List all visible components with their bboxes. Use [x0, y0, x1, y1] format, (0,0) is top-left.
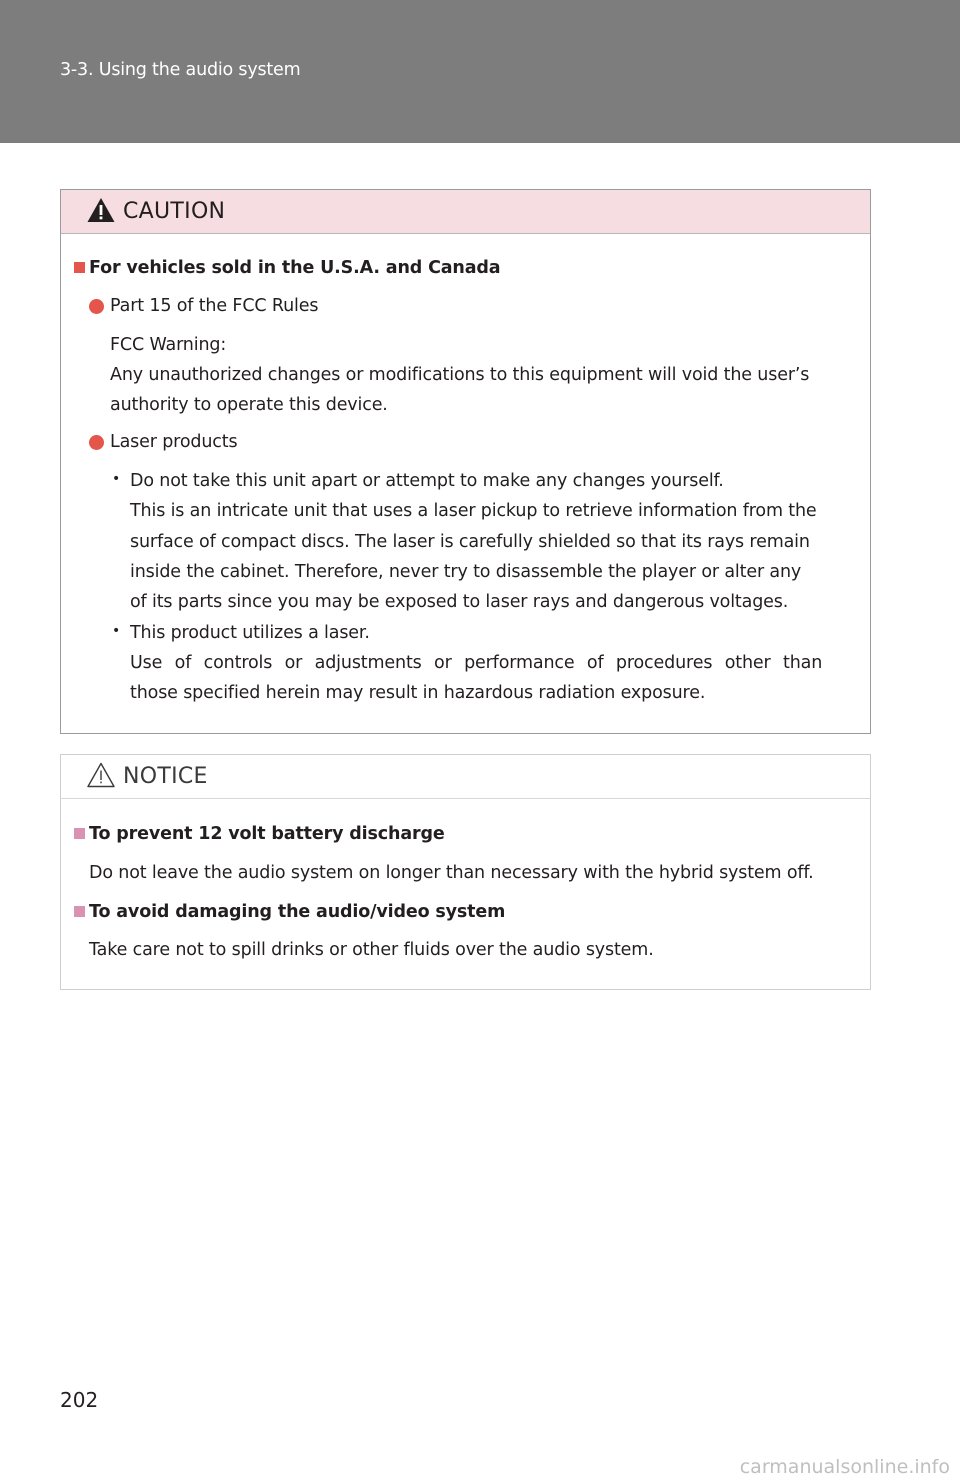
- laser-bullet1-line3: surface of compact discs. The laser is carefully shielded so that its rays remain: [130, 532, 810, 552]
- caution-heading: For vehicles sold in the U.S.A. and Canada: [89, 258, 501, 278]
- notice-heading-battery: To prevent 12 volt battery discharge: [89, 824, 445, 844]
- square-bullet-icon: [74, 906, 85, 917]
- notice-header: [61, 755, 870, 799]
- page-header: [0, 0, 960, 143]
- laser-bullet2-line2: Use of controls or adjustments or performance of procedures other than: [130, 653, 823, 673]
- caution-header: [61, 190, 870, 234]
- warning-triangle-icon: [86, 196, 116, 224]
- section-title: 3-3. Using the audio system: [60, 60, 301, 80]
- square-bullet-icon: [74, 262, 85, 273]
- round-bullet-icon: [89, 299, 104, 314]
- notice-text-battery: Do not leave the audio system on longer than necessary with the hybrid system off.: [89, 863, 814, 883]
- laser-products-title: Laser products: [110, 432, 238, 452]
- caution-label: CAUTION: [123, 199, 226, 224]
- bullet-dot: •: [112, 623, 121, 639]
- laser-bullet1-line1: Do not take this unit apart or attempt to make any changes yourself.: [130, 471, 724, 491]
- fcc-rules-title: Part 15 of the FCC Rules: [110, 296, 319, 316]
- square-bullet-icon: [74, 828, 85, 839]
- fcc-warning-text-line1: Any unauthorized changes or modifications to this equipment will void the user’s: [110, 365, 810, 385]
- fcc-warning-label: FCC Warning:: [110, 335, 227, 355]
- laser-bullet2-line1: This product utilizes a laser.: [130, 623, 370, 643]
- notice-box: [60, 754, 871, 990]
- fcc-warning-text-line2: authority to operate this device.: [110, 395, 388, 415]
- round-bullet-icon: [89, 435, 104, 450]
- warning-triangle-outline-icon: [86, 761, 116, 789]
- notice-label: NOTICE: [123, 764, 208, 789]
- laser-bullet2-line3: those specified herein may result in hazardous radiation exposure.: [130, 683, 706, 703]
- page-number: 202: [60, 1388, 99, 1412]
- laser-bullet1-line4: inside the cabinet. Therefore, never try to disassemble the player or alter any: [130, 562, 802, 582]
- watermark: carmanualsonline.info: [739, 1456, 950, 1478]
- laser-bullet1-line2: This is an intricate unit that uses a laser pickup to retrieve information from the: [130, 501, 817, 521]
- notice-text-audio: Take care not to spill drinks or other fluids over the audio system.: [89, 940, 654, 960]
- caution-box: [60, 189, 871, 734]
- bullet-dot: •: [112, 471, 121, 487]
- notice-heading-audio: To avoid damaging the audio/video system: [89, 902, 506, 922]
- laser-bullet1-line5: of its parts since you may be exposed to laser rays and dangerous voltages.: [130, 592, 789, 612]
